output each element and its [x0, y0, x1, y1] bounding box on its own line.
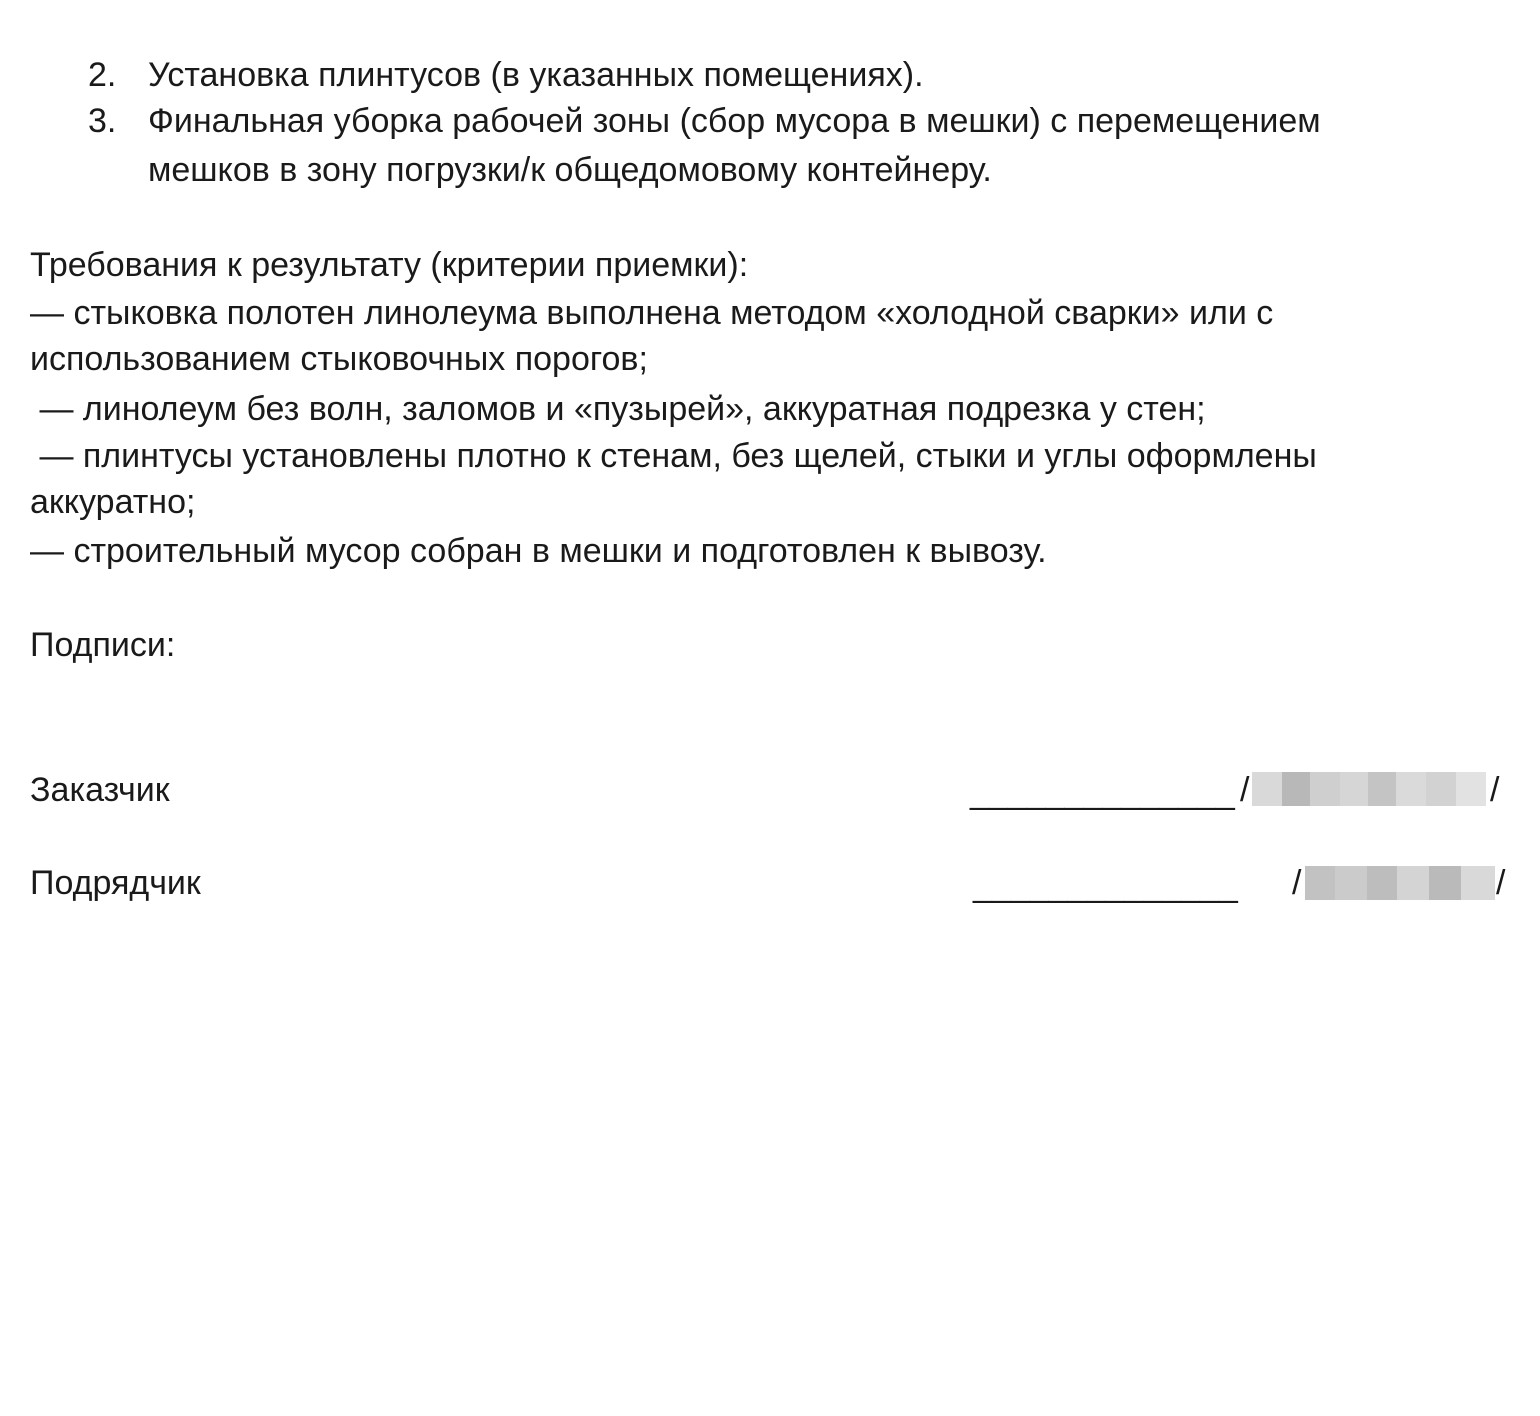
list-item-text: Финальная уборка рабочей зоны (сбор мусора в мешки) с перемещением — [148, 102, 1321, 140]
customer-signature-line: ______________ — [970, 773, 1235, 811]
list-item-text-continued: мешков в зону погрузки/к общедомовому контейнеру. — [148, 151, 992, 189]
contractor-name-close-slash: / — [1496, 864, 1506, 902]
list-item-text: Установка плинтусов (в указанных помещениях). — [148, 56, 924, 94]
list-number-3: 3. — [88, 102, 117, 140]
contractor-label: Подрядчик — [30, 864, 201, 902]
requirement-line: использованием стыковочных порогов; — [30, 340, 648, 378]
requirement-line: — плинтусы установлены плотно к стенам, без щелей, стыки и углы оформлены — [30, 437, 1317, 475]
list-number-2: 2. — [88, 56, 117, 94]
contractor-name-redacted — [1305, 866, 1495, 900]
customer-name-close-slash: / — [1490, 771, 1500, 809]
requirement-line: — стыковка полотен линолеума выполнена методом «холодной сварки» или с — [30, 294, 1274, 332]
signatures-heading: Подписи: — [30, 626, 176, 664]
customer-name-redacted — [1252, 772, 1486, 806]
contractor-signature-line: ______________ — [973, 866, 1238, 904]
requirements-heading: Требования к результату (критерии приемки): — [30, 246, 749, 284]
customer-label: Заказчик — [30, 771, 170, 809]
contractor-name-open-slash: / — [1292, 864, 1302, 902]
requirement-line: аккуратно; — [30, 483, 196, 521]
requirement-line: — линолеум без волн, заломов и «пузырей», аккуратная подрезка у стен; — [30, 390, 1206, 428]
requirement-line: — строительный мусор собран в мешки и подготовлен к вывозу. — [30, 532, 1047, 570]
customer-name-open-slash: / — [1240, 771, 1250, 809]
